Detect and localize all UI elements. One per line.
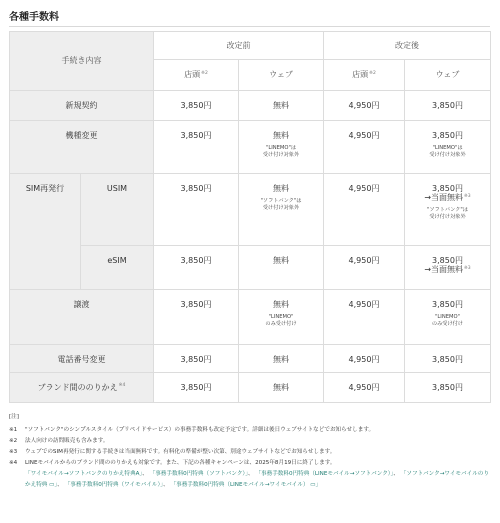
campaign-link-1[interactable]: 「ワイモバイル→ソフトバンクのりかえ特典A」 xyxy=(25,471,143,477)
title-divider xyxy=(9,26,490,27)
table-row: 譲渡 3,850円 無料 "LINEMO" のみ受け付け 4,950円 3,850円 "LINEMO" のみ受け付け xyxy=(10,290,491,345)
table-row: 電話番号変更 3,850円 無料 4,950円 3,850円 xyxy=(10,345,491,373)
table-row: 機種変更 3,850円 無料 "LINEMO"は 受け付け対象外 4,950円 3,850円 "LINEMO"は 受け付け対象外 xyxy=(10,121,491,174)
campaign-link-3[interactable]: 「事務手数料0円特典（LINEモバイル→ソフトバンク）」 xyxy=(255,471,394,477)
row-label-sim-reissue: SIM再発行 xyxy=(10,174,81,290)
fee-table xyxy=(9,31,491,403)
row-label-new-contract: 新規契約 xyxy=(10,91,154,121)
footnote-4: ※4 LINEモバイルからのブランド間ののりかえも対象です。また、下記の各種キャンペーンは、2025年8月19日に終了します。 「ワイモバイル→ソフトバンクのりかえ特典A」、 「事務手数料0円特典（ソフトバンク）」、 「事務手数料0円特典（LINEモバイル→ソフトバンク）」、 「ソフトバンク→ワイモバイルのりかえ特典 ▭」、 「事務手数料0円特典（ワイモバイル）」、 「事務手数料0円特典（LINEモバイル→ワイモバイル） ▭」 xyxy=(9,460,489,488)
table-row: ブランド間ののりかえ$^{※4}$ 3,850円 無料 4,950円 3,850円 xyxy=(10,373,491,403)
footnotes xyxy=(9,412,494,491)
footnote-3: ※3 ウェブでのSIM再発行に関する手続きは当面無料です。有料化の準備が整い次第、別途ウェブサイトなどでお知らせします。 xyxy=(9,449,336,455)
row-label-transfer: 譲渡 xyxy=(10,290,154,345)
footnote-1: ※1 "ソフトバンク"のシンプルスタイル（プリペイドサービス）の事務手数料も改定予定です。詳細は後日ウェブサイトなどでお知らせします。 xyxy=(9,427,375,433)
row-label-brand-switch: ブランド間ののりかえ$^{※4}$ xyxy=(10,373,154,403)
header-before-web: ウェブ xyxy=(239,60,324,91)
row-label-esim: eSIM xyxy=(81,246,154,290)
header-after-web: ウェブ xyxy=(405,60,491,91)
table-row: 新規契約 3,850円 無料 4,950円 3,850円 xyxy=(10,91,491,121)
table-row: eSIM 3,850円 無料 4,950円 3,850円 →当面無料$^{※3}$ xyxy=(10,246,491,290)
notes-heading: [注] xyxy=(9,414,19,420)
campaign-link-5[interactable]: 「事務手数料0円特典（ワイモバイル）」 xyxy=(64,482,164,488)
header-after-store: 店頭$^{※2}$ xyxy=(324,60,405,91)
campaign-link-6[interactable]: 「事務手数料0円特典（LINEモバイル→ワイモバイル） ▭」 xyxy=(170,482,322,488)
table-row: SIM再発行 USIM 3,850円 無料 "ソフトバンク"は 受け付け対象外 4,950円 3,850円 →当面無料$^{※3}$ "ソフトバンク"は 受け付け対象外 xyxy=(10,174,491,246)
row-label-usim: USIM xyxy=(81,174,154,246)
header-before-store: 店頭$^{※2}$ xyxy=(154,60,239,91)
row-label-device-change: 機種変更 xyxy=(10,121,154,174)
campaign-link-4[interactable]: 「ソフトバンク→ワイモバイルのりかえ特典 ▭」 xyxy=(25,471,489,488)
section-title: 各種手数料 xyxy=(9,12,59,23)
row-label-number-change: 電話番号変更 xyxy=(10,345,154,373)
campaign-link-2[interactable]: 「事務手数料0円特典（ソフトバンク）」 xyxy=(149,471,249,477)
footnote-2: ※2 法人向けの訪問販売も含みます。 xyxy=(9,438,109,444)
header-after: 改定後 xyxy=(324,32,491,60)
header-procedure: 手続き内容 xyxy=(10,32,154,91)
header-before: 改定前 xyxy=(154,32,324,60)
